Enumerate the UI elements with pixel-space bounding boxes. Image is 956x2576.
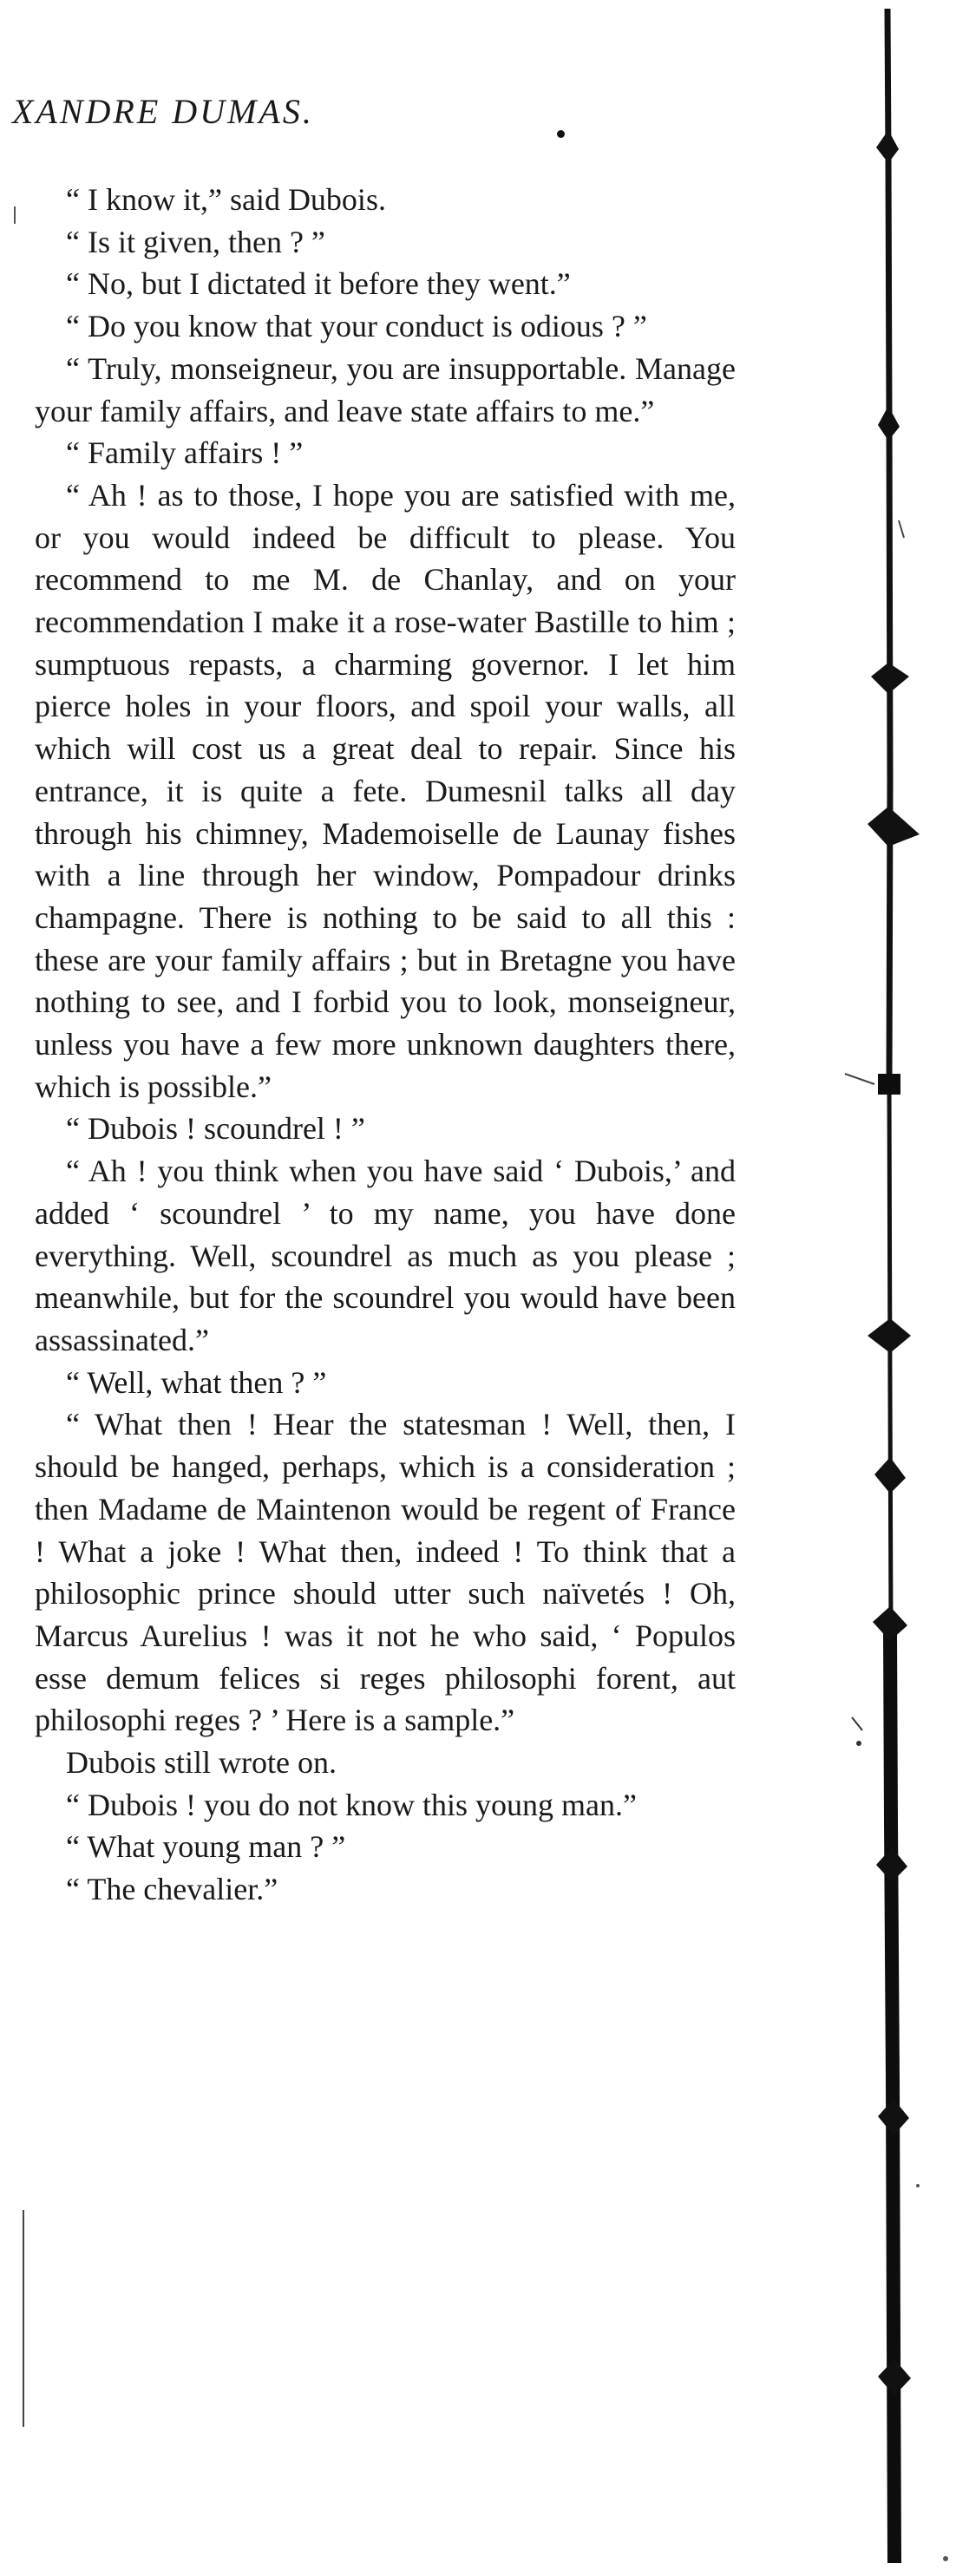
ink-dot [557,130,565,138]
binding-fibre [899,520,904,538]
paragraph: “ Dubois ! scoundrel ! ” [66,1111,365,1147]
paragraph: “ Ah ! you think when you have said ‘ Dubois,’ and added ‘ scoundrel ’ to my name, you have done everything. Well, scoundrel as much as you please ; meanwhile, but for the scoundrel you would have been assassinated.” [35,1154,736,1357]
paragraph: “ Do you know that your conduct is odious ? ” [66,309,647,344]
binding-fibre [845,1074,874,1084]
stitch-knot [878,2359,911,2396]
stitch-knot [874,1457,906,1494]
stitch-knot [878,2099,909,2135]
binding-fibre [852,1717,862,1730]
paragraph: “ Family affairs ! ” [66,435,304,471]
stitch-knot [868,1318,911,1353]
paragraph: “ What then ! Hear the statesman ! Well, then, I should be hanged, perhaps, which is a consideration ; then Madame de Maintenon would be regent of France ! What a joke ! What then, indeed ! To think that a philosophic prince should utter such naïvetés ! Oh, Marcus Aurelius ! was it not he who said, ‘ Populos esse demum felices si reges philosophi forent, aut philosophi reges ? ’ Here is a sample.” [35,1407,736,1738]
binding-thread-middle [889,1084,891,1631]
binding-stitch-edge [833,0,954,2576]
binding-thread-upper [887,9,890,1084]
stitch-knot [878,406,900,441]
running-head: XANDRE DUMAS. [12,92,314,131]
stitch-knot [871,663,909,694]
paragraph: “ I know it,” said Dubois. [66,182,386,217]
paragraph: “ Ah ! as to those, I hope you are satisfied with me, or you would indeed be difficult to please. You recommend to me M. de Chanlay, and on your recommendation I make it a rose-water Bastille to him ; sumptuous repasts, a charming governor. I let him pierce holes in your floors, and spoil your walls, all which will cost us a great deal to repair. Since his entrance, it is quite a fete. Dumesnil talks all day through his chimney, Mademoiselle de Launay fishes with a line through her window, Pompadour drinks champagne. There is nothing to be said to all this : these are your family affairs ; but in Bretagne you have nothing to see, and I forbid you to look, monseigneur, unless you have a few more unknown daughters there, which is possible.” [35,477,736,1104]
margin-rule [23,2210,24,2427]
stitch-knot [876,130,899,163]
stitch-knot [876,1847,907,1882]
paragraph: “ Dubois ! you do not know this young man.” [66,1787,637,1822]
stitch-knot [878,1074,900,1095]
ink-speck [856,1741,861,1746]
paragraph: “ Truly, monseigneur, you are insupportable. Manage your family affairs, and leave state affairs to me.” [35,350,736,428]
paragraph: “ Well, what then ? ” [66,1364,327,1400]
stitch-knot [873,1606,907,1641]
paragraph: “ What young man ? ” [66,1829,346,1865]
paragraph: “ The chevalier.” [66,1872,278,1907]
margin-mark [14,206,16,224]
body-text [35,179,736,1911]
ink-speck [916,2184,920,2187]
paragraph: Dubois still wrote on. [66,1745,337,1781]
ink-speck [943,2556,948,2561]
paragraph: “ Is it given, then ? ” [66,224,325,259]
binding-thread-lower [890,1631,894,2563]
paragraph: “ No, but I dictated it before they went.” [66,266,571,302]
stitch-knot [868,807,920,847]
